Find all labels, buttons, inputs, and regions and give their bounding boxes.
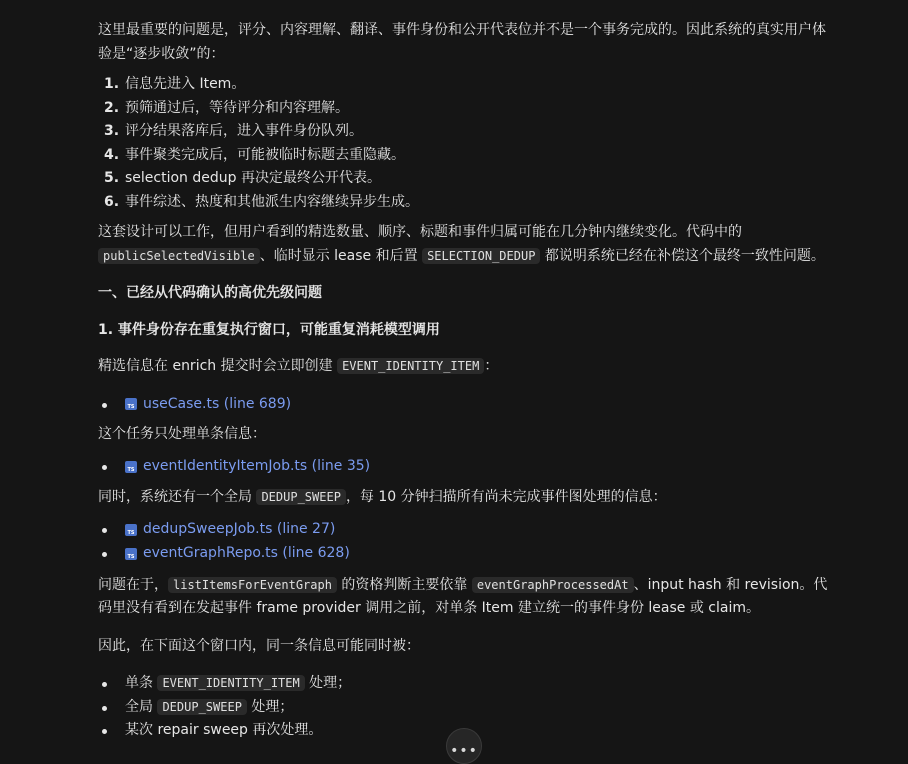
list-item (98, 393, 838, 417)
file-link-event-graph-repo[interactable]: TS eventGraphRepo.ts (line 628) (125, 542, 350, 566)
inline-code: EVENT_IDENTITY_ITEM (337, 358, 484, 374)
steps-list (98, 73, 838, 214)
inline-code: DEDUP_SWEEP (157, 699, 246, 715)
list-item: 某次 repair sweep 再次处理。 (98, 719, 838, 743)
list-item: 全局 DEDUP_SWEEP 处理； (98, 696, 838, 720)
intro-paragraph: 这里最重要的问题是，评分、内容理解、翻译、事件身份和公开代表位并不是一个事务完成的。因此系统的真实用户体验是“逐步收敛”的： (98, 22, 826, 62)
section-heading: 一、已经从代码确认的高优先级问题 (98, 285, 322, 301)
list-item: 2. 预筛通过后，等待评分和内容理解。 (104, 99, 349, 116)
typescript-file-icon (125, 398, 137, 410)
list-item: 6. 事件综述、热度和其他派生内容继续异步生成。 (104, 193, 419, 210)
file-link-usecase[interactable]: TS useCase.ts (line 689) (125, 393, 291, 417)
file-link-event-identity-job[interactable]: TS eventIdentityItemJob.ts (line 35) (125, 455, 370, 479)
inline-code: eventGraphProcessedAt (472, 577, 634, 593)
list-item (98, 455, 838, 479)
list-item: 单条 EVENT_IDENTITY_ITEM 处理； (98, 672, 838, 696)
inline-code: publicSelectedVisible (98, 248, 260, 264)
list-item: 5. selection dedup 再决定最终公开代表。 (104, 170, 381, 186)
file-list (98, 393, 838, 417)
message-content (98, 0, 838, 743)
inline-code: DEDUP_SWEEP (256, 489, 345, 505)
list-item: 4. 事件聚类完成后，可能被临时标题去重隐藏。 (104, 146, 405, 163)
inline-code: SELECTION_DEDUP (422, 248, 540, 264)
typescript-file-icon (125, 461, 137, 473)
enrich-paragraph: 精选信息在 enrich 提交时会立即创建 EVENT_IDENTITY_ITEM ： (98, 358, 499, 374)
single-task-paragraph: 这个任务只处理单条信息： (98, 425, 266, 442)
file-list (98, 455, 838, 479)
sweep-paragraph: 同时，系统还有一个全局 DEDUP_SWEEP ，每 10 分钟扫描所有尚未完成事件图处理的信息： (98, 488, 667, 505)
window-paragraph: 因此，在下面这个窗口内，同一条信息可能同时被： (98, 637, 420, 654)
typescript-file-icon (125, 524, 137, 536)
list-item (98, 542, 838, 566)
file-list (98, 518, 838, 567)
file-link-dedup-sweep-job[interactable]: TS dedupSweepJob.ts (line 27) (125, 518, 335, 542)
inline-code: EVENT_IDENTITY_ITEM (157, 675, 304, 691)
inline-code: listItemsForEventGraph (168, 577, 337, 593)
issue-heading: 1. 事件身份存在重复执行窗口，可能重复消耗模型调用 (98, 321, 440, 338)
more-options-button[interactable] (446, 728, 482, 764)
list-item: 1. 信息先进入 Item。 (104, 76, 246, 92)
more-horizontal-icon: ••• (450, 743, 478, 759)
list-item (98, 518, 838, 542)
problem-paragraph: 问题在于， listItemsForEventGraph 的资格判断主要依靠 eventGraphProcessedAt 、input hash 和 revision。代码里没有看到在发起事件 frame provider 调用之前，对单条 Item 建立统一的事件身份 lease 或 claim。 (98, 576, 828, 616)
consistency-paragraph: 这套设计可以工作，但用户看到的精选数量、顺序、标题和事件归属可能在几分钟内继续变化。代码中的 publicSelectedVisible 、临时显示 lease 和后置 SELECTION_DEDUP 都说明系统已经在补偿这个最终一致性问题。 (98, 224, 825, 264)
typescript-file-icon (125, 548, 137, 560)
list-item: 3. 评分结果落库后，进入事件身份队列。 (104, 123, 363, 139)
